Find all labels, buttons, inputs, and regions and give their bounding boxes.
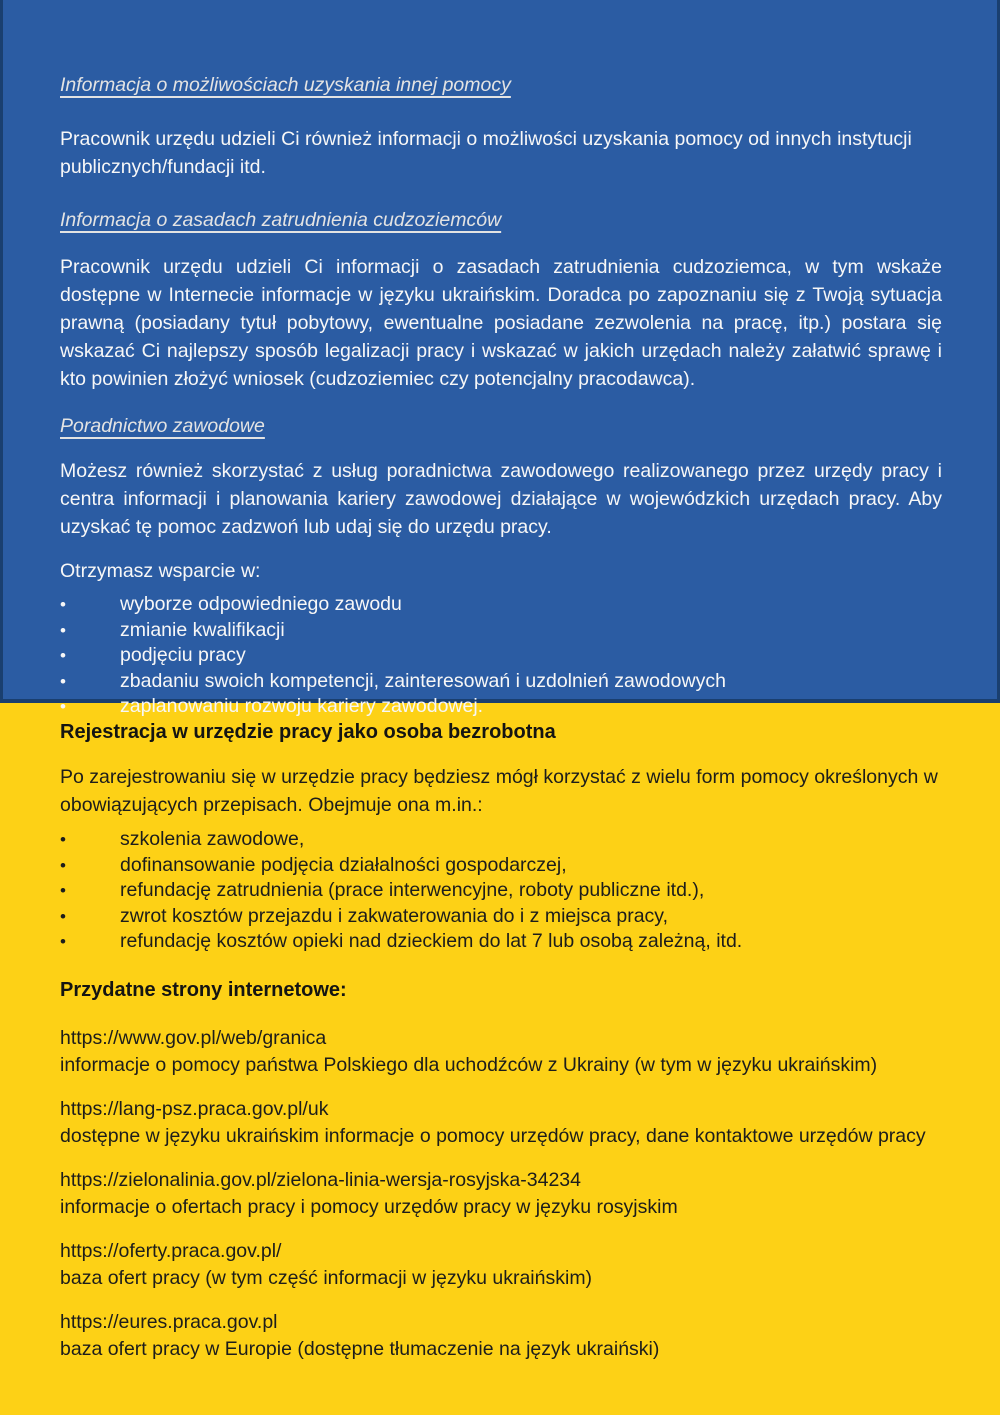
link-description: baza ofert pracy w Europie (dostępne tłumaczenie na język ukraiński) <box>60 1337 660 1360</box>
benefit-list-item-text: refundację kosztów opieki nad dzieckiem do lat 7 lub osobą zależną, itd. <box>120 930 743 952</box>
benefit-list-item-text: szkolenia zawodowe, <box>120 828 305 850</box>
bullet-icon: • <box>60 646 66 665</box>
benefit-list-item-text: zwrot kosztów przejazdu i zakwaterowania do i z miejsca pracy, <box>120 904 669 927</box>
benefit-list-item <box>60 904 945 930</box>
link-block <box>60 1167 945 1221</box>
link-block <box>60 1096 945 1150</box>
link-block <box>60 1025 945 1079</box>
benefit-list-item <box>60 853 945 879</box>
heading-useful-websites: Przydatne strony internetowe: <box>60 978 347 1001</box>
support-list <box>60 592 942 720</box>
link-url: https://lang-psz.praca.gov.pl/uk <box>60 1097 329 1120</box>
support-list-item <box>60 592 942 618</box>
benefit-list-item <box>60 929 945 955</box>
link-url: https://zielonalinia.gov.pl/zielona-linia-wersja-rosyjska-34234 <box>60 1168 581 1191</box>
paragraph-employment-rules: Pracownik urzędu udzieli Ci informacji o zasadach zatrudnienia cudzoziemca, w tym wskaże dostępne w Internecie informacje w języku ukraińskim. Doradca po zapoznaniu się z Twoją sytuacja prawną (posiadany tytuł pobytowy, ewentualne posiadane zezwolenia na pracę, itp.) postara się wskazać Ci najlepszy sposób legalizacji pracy i wskazać w jakich urzędach należy załatwić sprawę i kto powinien złożyć wniosek (cudzoziemiec czy potencjalny pracodawca). <box>60 256 942 390</box>
link-description: baza ofert pracy (w tym część informacji w języku ukraińskim) <box>60 1266 593 1289</box>
heading-career-counseling: Poradnictwo zawodowe <box>60 415 265 437</box>
benefit-list-item-text: dofinansowanie podjęcia działalności gospodarczej, <box>120 853 567 876</box>
benefit-list-item-text: refundację zatrudnienia (prace interwencyjne, roboty publiczne itd.), <box>120 879 705 901</box>
useful-links-list <box>60 1025 945 1363</box>
link-description: informacje o pomocy państwa Polskiego dla uchodźców z Ukrainy (w tym w języku ukraińskim) <box>60 1053 878 1076</box>
link-block <box>60 1238 945 1292</box>
registration-benefits-list <box>60 827 945 955</box>
bullet-icon: • <box>60 671 66 691</box>
support-list-item-text: wyborze odpowiedniego zawodu <box>120 593 402 615</box>
yellow-section <box>0 703 1000 1415</box>
bullet-icon: • <box>60 830 66 849</box>
heading-registration: Rejestracja w urzędzie pracy jako osoba bezrobotna <box>60 721 556 743</box>
support-list-item-text: zmianie kwalifikacji <box>120 618 285 641</box>
support-list-item-text: zaplanowaniu rozwoju kariery zawodowej. <box>120 695 484 717</box>
link-url: https://oferty.praca.gov.pl/ <box>60 1239 282 1262</box>
paragraph-registration: Po zarejestrowaniu się w urzędzie pracy będziesz mógł korzystać z wielu form pomocy określonych w obowiązujących przepisach. Obejmuje ona m.in.: <box>60 766 938 816</box>
heading-employment-rules: Informacja o zasadach zatrudnienia cudzoziemców <box>60 209 502 231</box>
support-list-intro: Otrzymasz wsparcie w: <box>60 560 261 582</box>
support-list-item <box>60 618 942 644</box>
support-list-item-text: podjęciu pracy <box>120 644 246 666</box>
bullet-icon: • <box>60 881 66 900</box>
support-list-item <box>60 669 942 695</box>
heading-other-help: Informacja o możliwościach uzyskania innej pomocy <box>60 74 511 96</box>
bullet-icon: • <box>60 932 66 951</box>
bullet-icon: • <box>60 697 66 716</box>
paragraph-other-help: Pracownik urzędu udzieli Ci również informacji o możliwości uzyskania pomocy od innych instytucji publicznych/fundacji itd. <box>60 128 912 178</box>
bullet-icon: • <box>60 855 66 875</box>
bullet-icon: • <box>60 906 66 926</box>
link-description: informacje o ofertach pracy i pomocy urzędów pracy w języku rosyjskim <box>60 1195 678 1218</box>
benefit-list-item <box>60 878 945 904</box>
paragraph-career-counseling: Możesz również skorzystać z usług poradnictwa zawodowego realizowanego przez urzędy pracy i centra informacji i planowania kariery zawodowej działające w wojewódzkich urzędach pracy. Aby uzyskać tę pomoc zadzwoń lub udaj się do urzędu pracy. <box>60 460 942 538</box>
link-url: https://eures.praca.gov.pl <box>60 1310 278 1333</box>
link-block <box>60 1309 945 1363</box>
support-list-item-text: zbadaniu swoich kompetencji, zainteresowań i uzdolnień zawodowych <box>120 669 726 692</box>
bullet-icon: • <box>60 620 66 640</box>
support-list-item <box>60 643 942 669</box>
bullet-icon: • <box>60 595 66 614</box>
link-description: dostępne w języku ukraińskim informacje o pomocy urzędów pracy, dane kontaktowe urzędów pracy <box>60 1124 926 1147</box>
link-url: https://www.gov.pl/web/granica <box>60 1026 327 1049</box>
benefit-list-item <box>60 827 945 853</box>
